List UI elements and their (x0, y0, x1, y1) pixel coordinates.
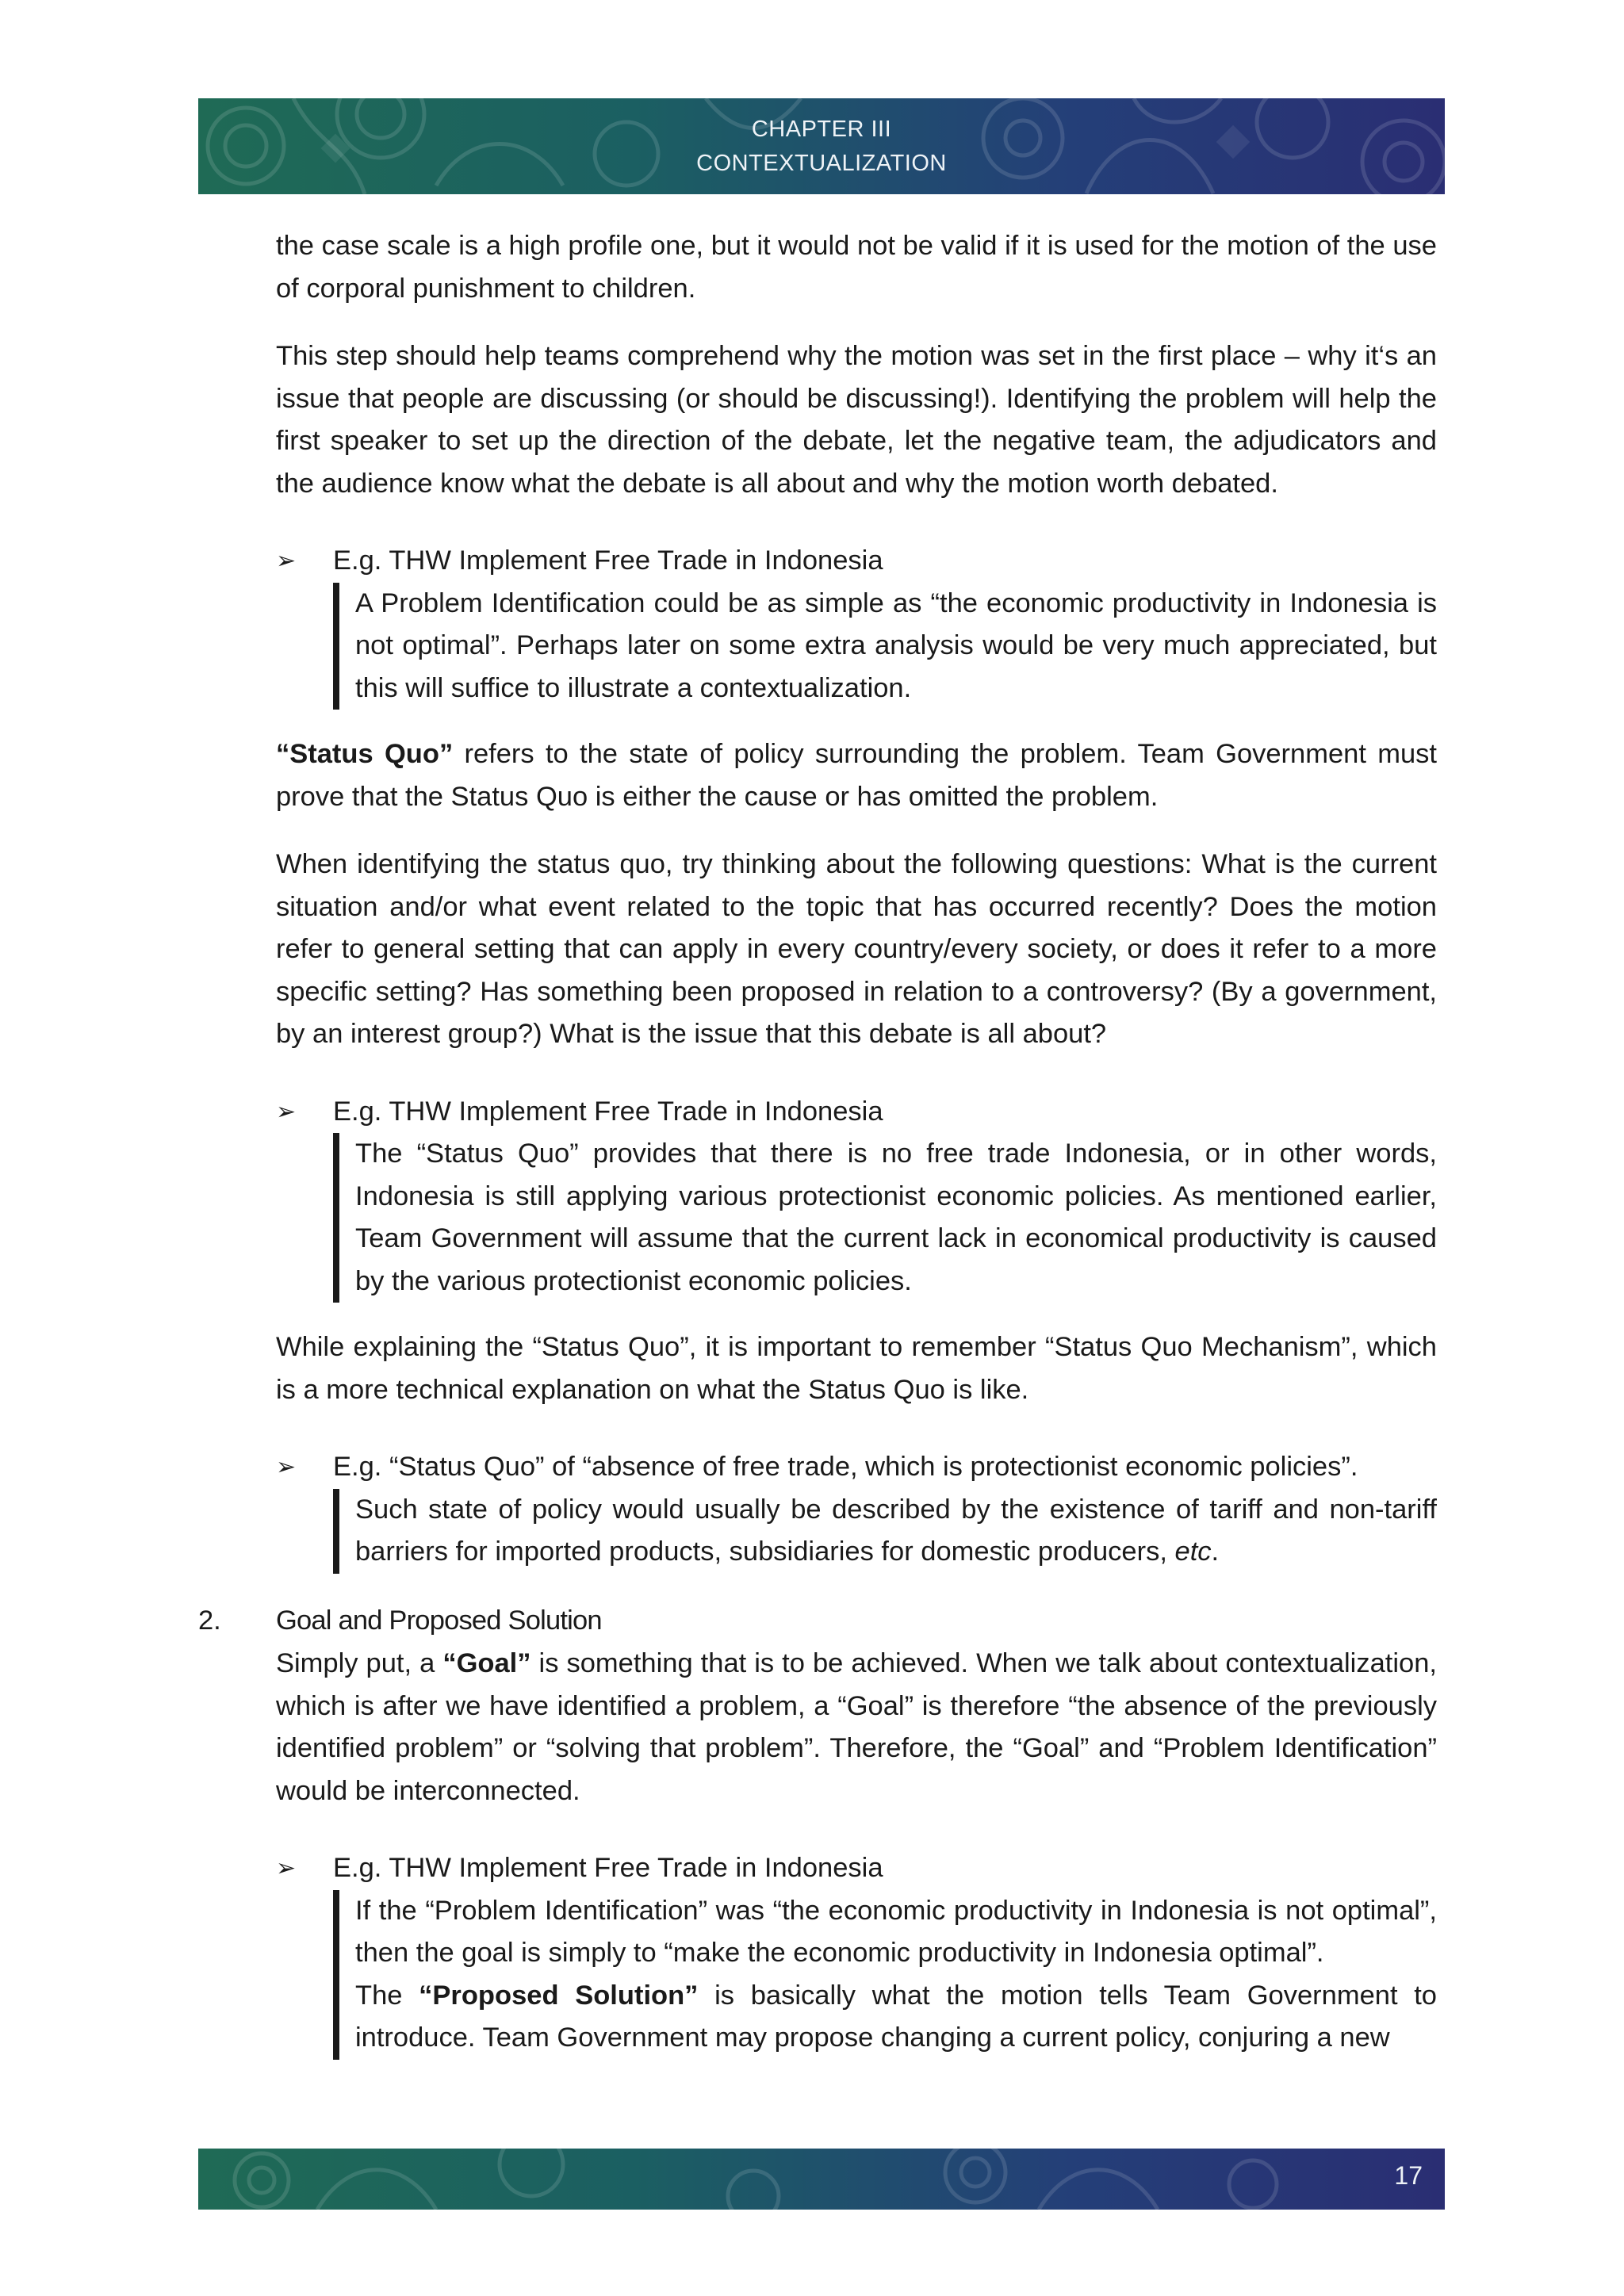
example-block (276, 1446, 1437, 1574)
main-content (276, 225, 1437, 1598)
example-title: E.g. THW Implement Free Trade in Indonesia (333, 1096, 883, 1127)
header-band (198, 98, 1445, 194)
chapter-title: CONTEXTUALIZATION (696, 151, 947, 176)
example-title: E.g. “Status Quo” of “absence of free trade, which is protectionist economic policies”. (333, 1452, 1358, 1482)
example-quote (333, 583, 1437, 710)
paragraph: “Status Quo” refers to the state of policy surrounding the problem. Team Government must prove that the Status Quo is either the cause or has omitted the problem. (276, 739, 1437, 812)
paragraph: Simply put, a “Goal” is something that is to be achieved. When we talk about contextualization, which is after we have identified a problem, a “Goal” is therefore “the absence of the previously identified problem” or “solving that problem”. Therefore, the “Goal” and “Problem Identification” would be interconnected. (276, 1648, 1437, 1806)
example-quote (333, 1890, 1437, 2060)
paragraph: When identifying the status quo, try thinking about the following questions: What is the current situation and/or what event related to the topic that has occurred recently? Does the motion refer to general setting that can apply in every country/every society, or does it refer to a more specific setting? Has something been proposed in relation to a controversy? (By a government, by an interest group?) What is the issue that this debate is all about? (276, 849, 1437, 1049)
arrowhead-bullet-icon: ➢ (276, 1453, 297, 1481)
goal-term: “Goal” (442, 1648, 531, 1678)
example-title: E.g. THW Implement Free Trade in Indonesia (333, 545, 883, 576)
paragraph: the case scale is a high profile one, but it would not be valid if it is used for the motion of the use of corporal punishment to children. (276, 231, 1437, 304)
example-text: The “Proposed Solution” is basically what the motion tells Team Government to introduce. Team Government may propose changing a current policy, conjuring a new (355, 1980, 1437, 2053)
example-title: E.g. THW Implement Free Trade in Indonesia (333, 1853, 883, 1883)
section-number: 2. (198, 1605, 221, 1636)
example-text: A Problem Identification could be as simple as “the economic productivity in Indonesia is not optimal”. Perhaps later on some extra analysis would be very much appreciated, but this will suffice to illustrate a contextualization. (355, 587, 1437, 703)
page-number: 17 (1394, 2161, 1423, 2190)
paragraph: This step should help teams comprehend why the motion was set in the first place – why it‘s an issue that people are discussing (or should be discussing!). Identifying the problem will help the first speaker to set up the direction of the debate, let the negative team, the adjudicators and the audience know what the debate is all about and why the motion worth debated. (276, 341, 1437, 499)
ornament-pattern-icon (198, 2149, 1445, 2210)
example-text: The “Status Quo” provides that there is no free trade Indonesia, or in other words, Indonesia is still applying various protectionist economic policies. As mentioned earlier, Team Government will assume that the current lack in economical productivity is caused by the various protectionist economic policies. (355, 1138, 1437, 1296)
section-goal-and-proposed-solution (198, 1600, 1437, 1643)
example-block (276, 540, 1437, 710)
arrowhead-bullet-icon: ➢ (276, 547, 297, 575)
arrowhead-bullet-icon: ➢ (276, 1097, 297, 1126)
section-2-content (276, 1643, 1437, 2084)
section-title: Goal and Proposed Solution (276, 1605, 602, 1636)
status-quo-term: “Status Quo” (276, 739, 454, 769)
example-quote (333, 1133, 1437, 1303)
paragraph: While explaining the “Status Quo”, it is important to remember “Status Quo Mechanism”, which is a more technical explanation on what the Status Quo is like. (276, 1332, 1437, 1405)
example-text: If the “Problem Identification” was “the economic productivity in Indonesia is not optimal”, then the goal is simply to “make the economic productivity in Indonesia optimal”. (355, 1895, 1437, 1968)
proposed-solution-term: “Proposed Solution” (419, 1980, 699, 2011)
example-quote (333, 1489, 1437, 1574)
example-block (276, 1091, 1437, 1303)
footer-band (198, 2149, 1445, 2210)
arrowhead-bullet-icon: ➢ (276, 1854, 297, 1882)
example-block (276, 1847, 1437, 2060)
example-text: Such state of policy would usually be described by the existence of tariff and non-tariff barriers for imported products, subsidiaries for domestic producers, etc. (355, 1494, 1437, 1567)
chapter-label: CHAPTER III (751, 117, 892, 142)
